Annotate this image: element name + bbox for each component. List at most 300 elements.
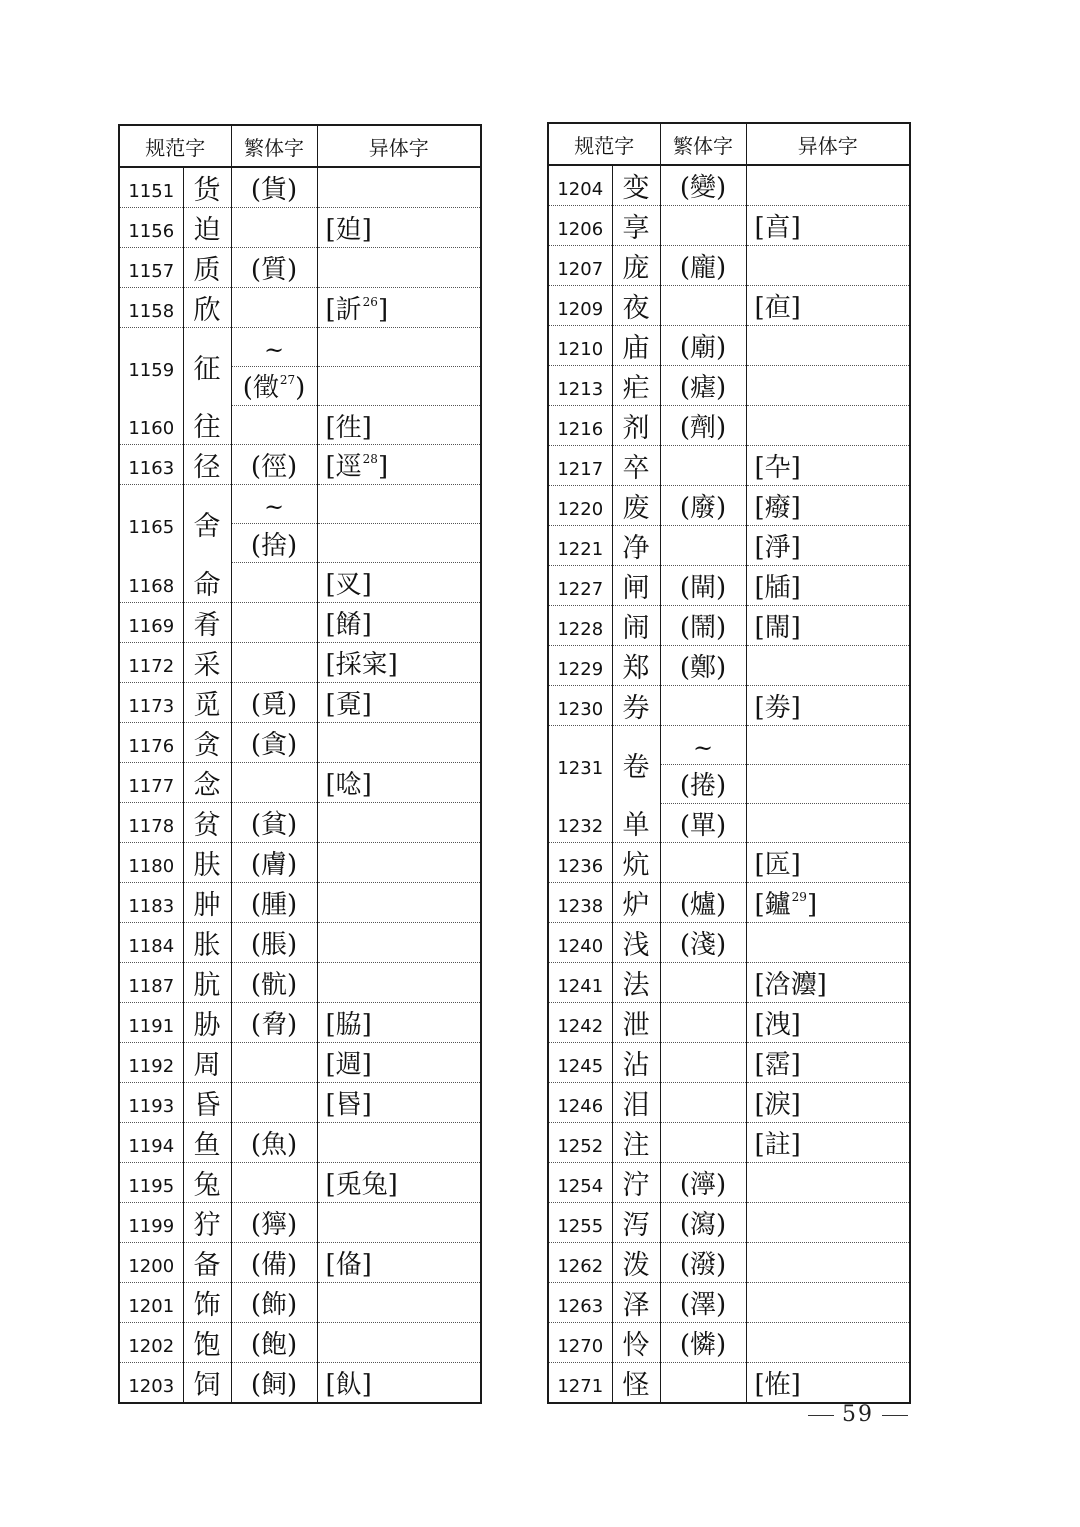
var-text: [亱] [754,293,801,323]
variant-char [317,1082,481,1122]
table-row [548,1323,910,1363]
header-standard: 规范字 [548,123,660,165]
traditional-char [231,405,317,445]
table-row [548,606,910,646]
trad-text: (貪) [250,729,298,760]
var-text: [淚] [754,1090,801,1121]
table-row [119,882,481,922]
variant-char [746,726,910,765]
variant-char [317,922,481,962]
var-text: [逕 [325,452,362,483]
trad-text: (獰) [250,1209,298,1240]
header-traditional: 繁体字 [660,123,746,165]
entry-number: 1194 [119,1122,183,1162]
table-row [119,1202,481,1242]
var-text: [恠] [754,1370,801,1401]
traditional-char [660,606,746,646]
entry-number: 1220 [548,486,612,526]
traditional-char [660,843,746,883]
var-text: [徃] [325,412,372,443]
variant-char [317,1122,481,1162]
entry-number: 1199 [119,1202,183,1242]
traditional-char [660,486,746,526]
header-variant: 异体字 [317,125,481,167]
table-row [548,646,910,686]
standard-char: 炕 [612,843,660,883]
standard-char: 兔 [183,1162,231,1202]
standard-char: 夜 [612,286,660,326]
var-text: [註] [754,1130,801,1161]
traditional-char [660,566,746,606]
variant-char [746,1163,910,1203]
entry-number: 1206 [548,206,612,246]
traditional-char [231,1202,317,1242]
trad-text: (膚) [250,849,298,880]
trad-text: (腫) [250,889,298,920]
page-number: 59 [842,1402,874,1427]
traditional-char [231,288,317,328]
entry-number: 1151 [119,167,183,208]
table-row [119,762,481,802]
variant-char [317,1002,481,1042]
traditional-char [231,366,317,405]
standard-char: 饰 [183,1282,231,1322]
standard-char: 贫 [183,802,231,842]
standard-char: 迫 [183,208,231,248]
table-row [548,883,910,923]
variant-char [746,206,910,246]
variant-char [746,883,910,923]
var-close: ] [806,890,818,921]
trad-text: (憐) [679,1330,727,1361]
footnote-marker: 29 [791,890,807,905]
traditional-char [231,762,317,802]
table-row [548,526,910,566]
standard-char: 庞 [612,246,660,286]
traditional-char [660,1163,746,1203]
var-text: [㕚] [325,569,372,600]
traditional-tilde: ~ [231,485,317,524]
entry-number: 1165 [128,517,175,539]
trad-text: (脅) [250,1009,298,1040]
standard-char: 肿 [183,882,231,922]
table-row [119,1162,481,1202]
entry-number: 1231 [557,758,604,780]
standard-char: 券 [612,686,660,726]
variant-char [746,843,910,883]
table-row [119,1282,481,1322]
trad-text: (瀉) [679,1210,727,1241]
table-row [548,963,910,1003]
var-text: [飤] [325,1369,372,1400]
standard-char: 质 [183,248,231,288]
table-row [119,563,481,603]
traditional-char [660,1323,746,1363]
entry-number: 1236 [548,843,612,883]
var-close: ] [377,452,389,483]
entry-number: 1158 [119,288,183,328]
traditional-char [231,1242,317,1282]
standard-char: 卒 [612,446,660,486]
traditional-char [660,1363,746,1404]
standard-char: 泪 [612,1083,660,1123]
var-text: [脇] [325,1009,372,1040]
table-row [119,962,481,1002]
traditional-char [660,1003,746,1043]
character-table-left [118,124,482,1404]
traditional-char [231,682,317,722]
table-row [119,248,481,288]
standard-char: 怪 [612,1363,660,1404]
standard-char: 卷 [612,726,660,804]
table-row [548,1043,910,1083]
entry-number: 1230 [548,686,612,726]
standard-char: 疟 [612,366,660,406]
trad-text: (飼) [250,1369,298,1400]
table-row [119,288,481,328]
traditional-char [231,248,317,288]
variant-char [746,486,910,526]
variant-char [317,167,481,208]
variant-char [317,1362,481,1403]
traditional-char [660,1083,746,1123]
table-row [548,843,910,883]
standard-char: 炉 [612,883,660,923]
entry-number: 1192 [119,1042,183,1082]
entry-number: 1210 [548,326,612,366]
variant-char [317,288,481,328]
trad-text: (魚) [250,1129,298,1160]
variant-char [746,366,910,406]
variant-char [317,1322,481,1362]
entry-number: 1204 [548,165,612,206]
entry-number: 1159 [128,360,175,382]
standard-char: 闹 [612,606,660,646]
entry-number: 1169 [119,602,183,642]
variant-char [746,1363,910,1404]
entry-number: 1195 [119,1162,183,1202]
trad-text: (變) [679,173,727,203]
trad-text: (徵 [242,373,279,404]
entry-number: 1263 [548,1283,612,1323]
trad-text: (捲) [679,771,727,802]
variant-char [317,248,481,288]
entry-number: 1163 [119,445,183,485]
traditional-char [231,1162,317,1202]
variant-char [746,963,910,1003]
standard-char: 注 [612,1123,660,1163]
entry-number: 1184 [119,922,183,962]
traditional-char [660,963,746,1003]
traditional-char [660,1283,746,1323]
table-row [119,1242,481,1282]
footnote-marker: 28 [362,452,378,467]
entry-number: 1156 [119,208,183,248]
entry-number: 1254 [548,1163,612,1203]
traditional-char [660,366,746,406]
entry-number: 1183 [119,882,183,922]
standard-char: 浅 [612,923,660,963]
variant-char [317,882,481,922]
trad-text: (閘) [679,573,727,603]
standard-char: 庙 [612,326,660,366]
variant-char [317,642,481,682]
variant-char [317,208,481,248]
variant-char [746,406,910,446]
var-text: [餚] [325,609,372,640]
traditional-char [660,646,746,686]
table-row [548,165,910,206]
variant-char [746,646,910,686]
variant-char [317,563,481,603]
character-table-right [547,122,911,1404]
trad-text: (廟) [679,333,727,363]
standard-char: 享 [612,206,660,246]
table-row [548,406,910,446]
table-row [548,1163,910,1203]
traditional-char [231,445,317,485]
standard-char: 法 [612,963,660,1003]
standard-char: 货 [183,167,231,208]
traditional-char [660,803,746,843]
standard-char: 命 [183,563,231,603]
trad-text: (覓) [250,689,298,720]
trad-text: (單) [679,810,727,841]
var-close: ] [377,295,389,325]
traditional-char [660,406,746,446]
standard-char: 饱 [183,1322,231,1362]
var-text: [俻] [325,1249,372,1280]
table-row [119,485,481,524]
entry-number: 1202 [119,1322,183,1362]
variant-empty [746,764,910,803]
footnote-marker: 27 [279,373,296,388]
standard-char: 胁 [183,1002,231,1042]
trad-text: (劑) [679,413,727,443]
standard-char: 怜 [612,1323,660,1363]
trad-text: (鄭) [679,653,727,683]
traditional-char [660,1243,746,1283]
entry-number: 1242 [548,1003,612,1043]
variant-char [746,1043,910,1083]
entry-number: 1241 [548,963,612,1003]
var-text: [閙] [754,613,801,643]
standard-char: 单 [612,803,660,843]
entry-number: 1178 [119,802,183,842]
variant-char [317,1042,481,1082]
standard-char: 泼 [612,1243,660,1283]
variant-char [746,1283,910,1323]
table-row [119,1002,481,1042]
variant-char [746,246,910,286]
standard-char: 净 [612,526,660,566]
entry-number: 1168 [119,563,183,603]
table-row [548,686,910,726]
entry-number: 1232 [548,803,612,843]
table-row [119,167,481,208]
entry-number: 1172 [119,642,183,682]
traditional-tilde: ~ [231,328,317,367]
traditional-char [231,1322,317,1362]
variant-char [746,566,910,606]
standard-char: 狞 [183,1202,231,1242]
variant-char [317,722,481,762]
entry-number: 1200 [119,1242,183,1282]
var-text: [覔] [325,689,372,720]
standard-char: 肴 [183,602,231,642]
traditional-char [231,563,317,603]
traditional-char [231,1042,317,1082]
entry-number: 1217 [548,446,612,486]
traditional-char [660,883,746,923]
trad-text: (飾) [250,1289,298,1320]
table-row [119,1042,481,1082]
trad-text: (備) [250,1249,298,1280]
trad-text: (貨) [250,175,298,205]
var-text: [昬] [325,1089,372,1120]
traditional-char [660,165,746,206]
standard-char: 泞 [612,1163,660,1203]
standard-char: 胀 [183,922,231,962]
trad-text: (爐) [679,890,727,921]
table-row [548,1003,910,1043]
var-text: [卆] [754,453,801,483]
variant-char [317,485,481,524]
traditional-char [231,642,317,682]
traditional-char [231,1082,317,1122]
standard-char: 舍 [183,485,231,563]
entry-number: 1255 [548,1203,612,1243]
traditional-char [231,1282,317,1322]
variant-char [746,446,910,486]
standard-char: 往 [183,405,231,445]
traditional-char [660,526,746,566]
table-row [548,1123,910,1163]
table-row [119,802,481,842]
table-row [548,803,910,843]
table-row [119,1362,481,1403]
table-row [548,726,910,765]
variant-char [317,1282,481,1322]
entry-number: 1176 [119,722,183,762]
var-text: [牐] [754,573,801,603]
trad-text: (骯) [250,969,298,1000]
standard-char: 郑 [612,646,660,686]
table-row [548,246,910,286]
variant-char [746,1323,910,1363]
var-text: [週] [325,1049,372,1080]
entry-number: 1177 [119,762,183,802]
standard-char: 采 [183,642,231,682]
table-row [119,722,481,762]
trad-text: (鬧) [679,613,727,643]
footer-dash-left [808,1415,834,1416]
entry-number: 1246 [548,1083,612,1123]
standard-char: 鱼 [183,1122,231,1162]
traditional-char [660,1203,746,1243]
trad-text: (龐) [679,253,727,283]
entry-number: 1262 [548,1243,612,1283]
entry-number: 1193 [119,1082,183,1122]
trad-text: (潑) [679,1250,727,1281]
traditional-char [660,246,746,286]
table-row [119,682,481,722]
standard-char: 泄 [612,1003,660,1043]
var-text: [癈] [754,493,801,523]
trad-text: (濘) [679,1170,727,1201]
var-text: [洩] [754,1010,801,1041]
table-row [548,923,910,963]
variant-char [746,1243,910,1283]
variant-empty [317,366,481,405]
variant-char [317,682,481,722]
var-text: [採寀] [325,649,398,680]
variant-empty [317,524,481,563]
variant-char [746,165,910,206]
var-text: [兎兔] [325,1169,398,1200]
traditional-char [231,882,317,922]
table-row [119,602,481,642]
table-row [548,446,910,486]
traditional-char [231,802,317,842]
traditional-char [660,326,746,366]
entry-number: 1216 [548,406,612,446]
variant-char [746,1203,910,1243]
variant-char [746,286,910,326]
variant-char [746,1123,910,1163]
traditional-char [231,962,317,1002]
table-row [119,1122,481,1162]
table-row [548,286,910,326]
variant-char [746,686,910,726]
entry-number: 1245 [548,1043,612,1083]
variant-char [317,1202,481,1242]
table-row [119,445,481,485]
standard-char: 肮 [183,962,231,1002]
entry-number: 1187 [119,962,183,1002]
variant-char [317,962,481,1002]
standard-char: 沾 [612,1043,660,1083]
standard-char: 周 [183,1042,231,1082]
variant-char [317,762,481,802]
standard-char: 征 [183,328,231,406]
standard-char: 念 [183,762,231,802]
page-footer [800,1402,916,1427]
traditional-char [660,764,746,803]
entry-number: 1160 [119,405,183,445]
traditional-char [231,524,317,563]
traditional-char [231,1122,317,1162]
var-text: [淨] [754,533,801,563]
standard-char: 闸 [612,566,660,606]
entry-number: 1203 [128,1375,175,1397]
standard-char: 泻 [612,1203,660,1243]
trad-text: (廢) [679,493,727,523]
trad-text: (淺) [679,930,727,961]
variant-char [317,1242,481,1282]
table-row [119,405,481,445]
traditional-char [231,842,317,882]
table-row [548,566,910,606]
standard-char: 径 [183,445,231,485]
table-row [119,208,481,248]
var-text: [劵] [754,693,801,723]
header-standard: 规范字 [119,125,231,167]
trad-text: (脹) [250,929,298,960]
entry-number: 1227 [548,566,612,606]
traditional-char [231,722,317,762]
table-row [119,1082,481,1122]
